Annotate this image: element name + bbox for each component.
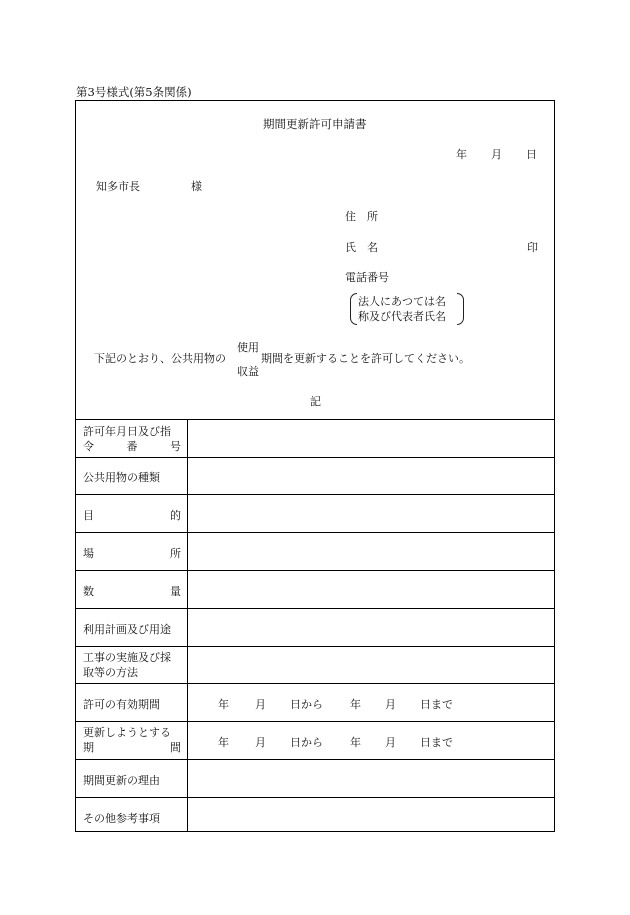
row-label-quantity: 数 量 <box>83 585 181 598</box>
valid-period-to-day: 日まで <box>420 698 453 711</box>
request-suffix: 期間を更新することを許可してください。 <box>261 352 470 365</box>
row-divider <box>75 646 555 647</box>
valid-period-from-year: 年 <box>218 698 229 711</box>
corporation-note <box>358 294 446 324</box>
request-option-use: 使用 <box>237 341 259 354</box>
renewal-period-from-day: 日から <box>290 736 323 749</box>
row-label-usage-plan: 利用計画及び用途 <box>83 623 171 636</box>
left-bracket <box>350 293 357 325</box>
ki-heading: 記 <box>310 395 321 408</box>
row-label-permit-date-line2: 令 番 号 <box>83 440 181 453</box>
row-divider <box>75 494 555 495</box>
valid-period-from-day: 日から <box>290 698 323 711</box>
valid-period-to-month: 月 <box>385 698 396 711</box>
row-label-property-type: 公共用物の種類 <box>83 471 160 484</box>
date-year-label: 年 <box>456 148 467 161</box>
renewal-period-to-day: 日まで <box>420 736 453 749</box>
table-row <box>83 650 181 680</box>
row-label-other-notes: その他参考事項 <box>83 812 160 825</box>
row-divider <box>75 797 555 798</box>
corporation-note-line1: 法人にあつては名 <box>358 295 446 308</box>
renewal-period-to-month: 月 <box>385 736 396 749</box>
row-label-renewal-reason: 期間更新の理由 <box>83 774 160 787</box>
addressee-honorific: 様 <box>191 180 202 193</box>
row-divider <box>75 532 555 533</box>
request-prefix: 下記のとおり、公共用物の <box>94 352 226 365</box>
row-divider <box>75 721 555 722</box>
valid-period-from-month: 月 <box>255 698 266 711</box>
date-month-label: 月 <box>491 148 502 161</box>
row-divider <box>75 608 555 609</box>
table-row <box>83 424 181 454</box>
row-label-renewal-period-line2: 期 間 <box>83 741 181 754</box>
request-option-profit: 収益 <box>237 365 259 378</box>
corporation-note-line2: 称及び代表者氏名 <box>358 310 446 323</box>
application-form <box>75 100 555 832</box>
address-label: 住 所 <box>345 210 378 223</box>
row-label-valid-period: 許可の有効期間 <box>83 698 160 711</box>
valid-period-to-year: 年 <box>350 698 361 711</box>
row-label-construction-line2: 取等の方法 <box>83 666 138 679</box>
phone-label: 電話番号 <box>345 271 389 284</box>
table-top-line <box>75 419 555 420</box>
row-label-location: 場 所 <box>83 547 181 560</box>
form-title: 期間更新許可申請書 <box>263 117 367 131</box>
table-row <box>83 725 181 755</box>
row-label-renewal-period-line1: 更新しようとする <box>83 726 171 739</box>
renewal-period-from-month: 月 <box>255 736 266 749</box>
seal-mark: 印 <box>527 241 538 254</box>
row-label-construction-line1: 工事の実施及び採 <box>83 651 171 664</box>
label-column-divider <box>187 419 188 832</box>
row-label-purpose: 目 的 <box>83 509 181 522</box>
right-bracket <box>457 293 464 325</box>
row-divider <box>75 457 555 458</box>
renewal-period-to-year: 年 <box>350 736 361 749</box>
row-divider <box>75 570 555 571</box>
row-label-permit-date-line1: 許可年月日及び指 <box>83 425 171 438</box>
name-label: 氏 名 <box>345 241 378 254</box>
date-day-label: 日 <box>526 148 537 161</box>
row-divider <box>75 683 555 684</box>
renewal-period-from-year: 年 <box>218 736 229 749</box>
addressee-name: 知多市長 <box>96 180 140 193</box>
form-number: 第3号様式(第5条関係) <box>76 85 192 99</box>
row-divider <box>75 759 555 760</box>
